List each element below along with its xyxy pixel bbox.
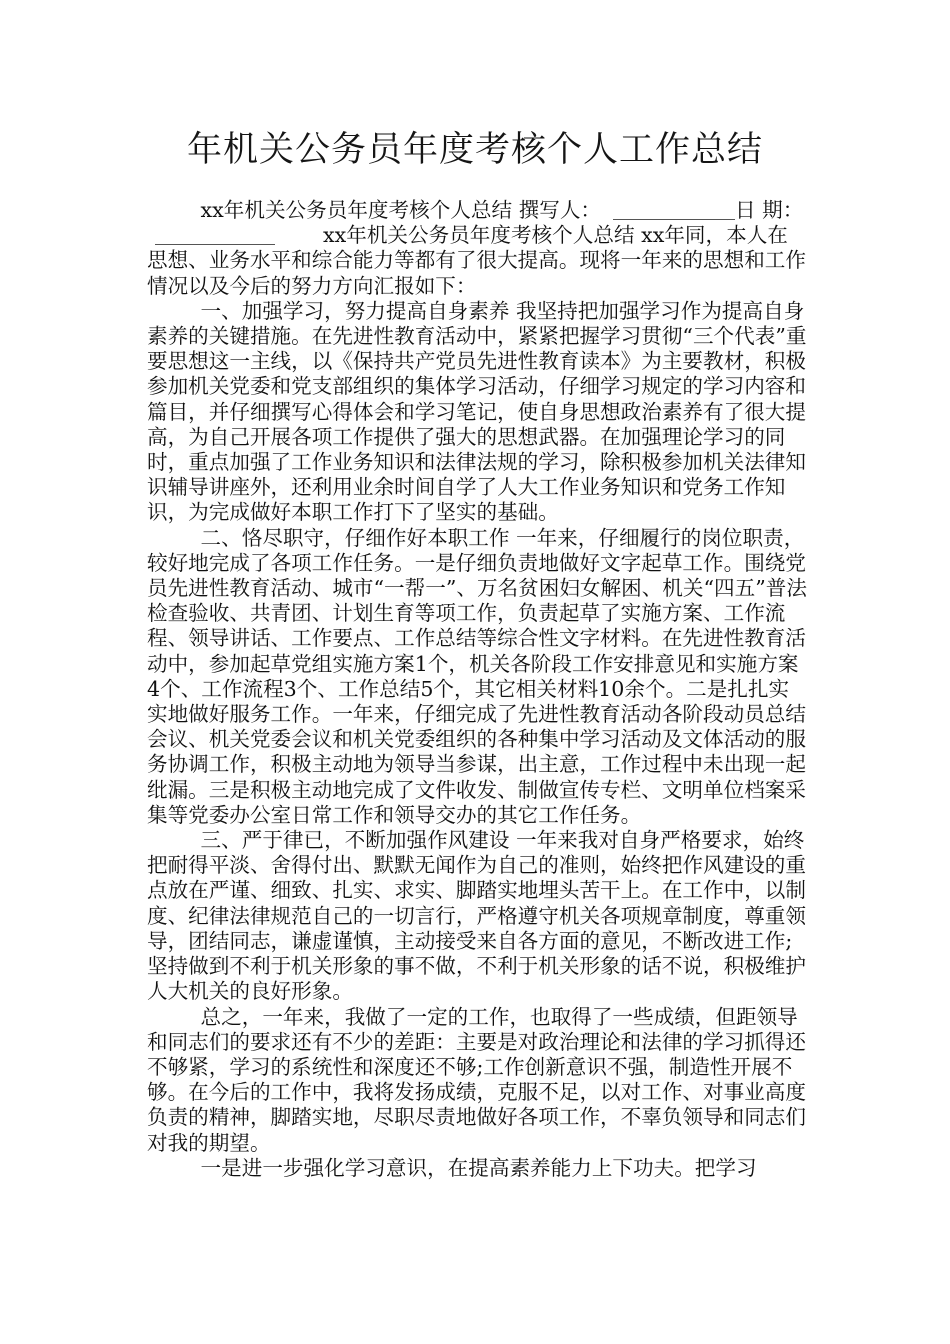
- paragraph-5: 一是进一步强化学习意识，在提高素养能力上下功夫。把学习: [200, 1155, 757, 1180]
- intro-text: xx年机关公务员年度考核个人总结 xx年同，本人在思想、业务水平和综合能力等都有了很大提高。现将一年来的思想和工作情况以及今后的努力方向汇报如下：: [147, 223, 806, 298]
- date-blank-line: [155, 226, 275, 245]
- document-title: 年机关公务员年度考核个人工作总结: [186, 130, 763, 170]
- paragraph-2: 二、恪尽职守，仔细作好本职工作 一年来，仔细履行的岗位职责，较好地完成了各项工作任务。一是仔细负责地做好文字起草工作。围绕党员先进性教育活动、城市“一帮一”、万名贫困妇女解困、机关“四五”普法检查验收、共青团、计划生育等项工作，负责起草了实施方案、工作流程、领导讲话、工作要点、工作总结等综合性文字材料。在先进性教育活动中，参加起草党组实施方案1个，机关各阶段工作安排意见和实施方案4个、工作流程3个、工作总结5个，其它相关材料10余个。二是扎扎实实地做好服务工作。一年来，仔细完成了先进性教育活动各阶段动员总结会议、机关党委会议和机关党委组织的各种集中学习活动及文体活动的服务协调工作，积极主动地为领导当参谋，出主意，工作过程中未出现一起纰漏。三是积极主动地完成了文件收发、制做宣传专栏、文明单位档案采集等党委办公室日常工作和领导交办的其它工作任务。: [147, 525, 807, 827]
- header-paragraph: [147, 198, 807, 299]
- paragraph-3: 三、严于律已，不断加强作风建设 一年来我对自身严格要求，始终把耐得平淡、舍得付出、默默无闻作为自己的准则，始终把作风建设的重点放在严谨、细致、扎实、求实、脚踏实地埋头苦干上。在工作中，以制度、纪律法律规范自己的一切言行，严格遵守机关各项规章制度，尊重领导，团结同志，谦虚谨慎，主动接受来自各方面的意见，不断改进工作;坚持做到不利于机关形象的事不做，不利于机关形象的话不说，积极维护人大机关的良好形象。: [147, 828, 806, 1004]
- paragraph-1: 一、加强学习，努力提高自身素养 我坚持把加强学习作为提高自身素养的关键措施。在先进性教育活动中，紧紧把握学习贯彻“三个代表”重要思想这一主线，以《保持共产党员先进性教育读本》为主要教材，积极参加机关党委和党支部组织的集体学习活动，仔细学习规定的学习内容和篇目，并仔细撰写心得体会和学习笔记，使自身思想政治素养有了很大提高，为自己开展各项工作提供了强大的思想武器。在加强理论学习的同时，重点加强了工作业务知识和法律法规的学习，除积极参加机关法律知识辅导讲座外，还利用业余时间自学了人大工作业务知识和党务工作知识，为完成做好本职工作打下了坚实的基础。: [147, 298, 807, 525]
- header-line: xx年机关公务员年度考核个人总结 撰写人：: [200, 198, 602, 222]
- paragraph-4: 总之，一年来，我做了一定的工作，也取得了一些成绩，但距领导和同志们的要求还有不少的差距：主要是对政治理论和法律的学习抓得还不够紧，学习的系统性和深度还不够;工作创新意识不强，制造性开展不够。在今后的工作中，我将发扬成绩，克服不足，以对工作、对事业高度负责的精神，脚踏实地，尽职尽责地做好各项工作，不辜负领导和同志们对我的期望。: [147, 1004, 806, 1155]
- date-label: 日 期：: [735, 198, 804, 222]
- document-body: [147, 198, 807, 1181]
- author-blank-line: [613, 201, 735, 220]
